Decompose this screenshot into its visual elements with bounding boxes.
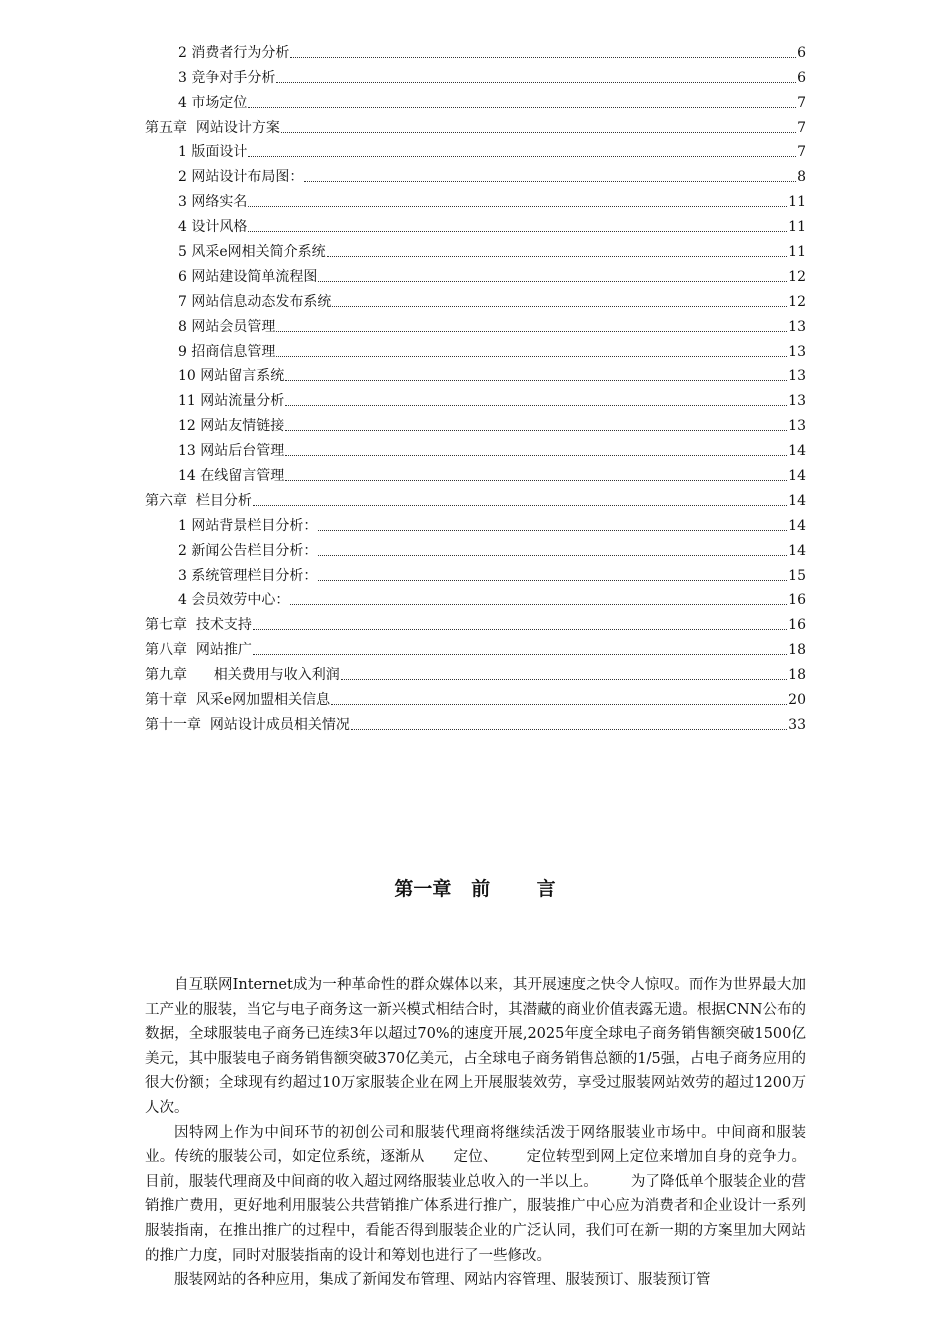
toc-entry-page: 11 bbox=[788, 244, 806, 261]
toc-dot-leader bbox=[318, 580, 787, 581]
toc-dot-leader bbox=[276, 331, 787, 332]
toc-entry-page: 18 bbox=[788, 667, 806, 684]
toc-entry-label: 11 网站流量分析 bbox=[178, 393, 285, 410]
toc-entry-label: 9 招商信息管理 bbox=[178, 343, 276, 360]
toc-entry[interactable] bbox=[145, 659, 806, 684]
toc-entry-page: 14 bbox=[788, 517, 806, 534]
toc-entry-label: 3 网络实名 bbox=[178, 194, 248, 211]
toc-dot-leader bbox=[285, 480, 787, 481]
toc-entry-label: 7 网站信息动态发布系统 bbox=[178, 293, 332, 310]
toc-entry[interactable] bbox=[145, 684, 806, 709]
toc-entry-label: 8 网站会员管理 bbox=[178, 318, 276, 335]
toc-entry-page: 13 bbox=[788, 418, 806, 435]
toc-entry[interactable] bbox=[145, 609, 806, 634]
toc-dot-leader bbox=[341, 679, 787, 680]
toc-entry[interactable] bbox=[145, 161, 806, 186]
toc-entry-label: 2 新闻公告栏目分析： bbox=[178, 542, 318, 559]
toc-dot-leader bbox=[248, 231, 787, 232]
toc-entry[interactable] bbox=[145, 634, 806, 659]
body-paragraph: 因特网上作为中间环节的初创公司和服装代理商将继续活泼于网络服装业市场中。中间商和服装业。传统的服装公司，如定位系统，逐渐从 定位、 定位转型到网上定位来增加自身的竞争力。目前，服装代理商及中间商的收入超过网络服装业总收入的一半以上。 为了降低单个服装企业的营销推广费用，更好地利用服装公共营销推广体系进行推广，服装推广中心应为消费者和企业设计一系列服装指南，在推出推广的过程中，看能否得到服装企业的广泛认同，我们可在新一期的方案里加大网站的推广力度，同时对服装指南的设计和筹划也进行了一些修改。 bbox=[145, 1124, 806, 1264]
toc-entry-label: 2 网站设计布局图： bbox=[178, 169, 304, 186]
toc-entry[interactable] bbox=[145, 460, 806, 485]
toc-entry[interactable] bbox=[145, 186, 806, 211]
toc-entry-page: 33 bbox=[788, 716, 806, 733]
toc-dot-leader bbox=[248, 206, 787, 207]
toc-dot-leader bbox=[285, 380, 787, 381]
toc-dot-leader bbox=[276, 356, 787, 357]
toc-entry[interactable] bbox=[145, 261, 806, 286]
toc-dot-leader bbox=[248, 107, 796, 108]
toc-entry-page: 13 bbox=[788, 368, 806, 385]
toc-dot-leader bbox=[281, 132, 796, 133]
toc-entry[interactable] bbox=[145, 286, 806, 311]
toc-entry-page: 13 bbox=[788, 393, 806, 410]
toc-dot-leader bbox=[304, 181, 796, 182]
toc-entry-label: 10 网站留言系统 bbox=[178, 368, 285, 385]
toc-entry[interactable] bbox=[145, 560, 806, 585]
toc-dot-leader bbox=[253, 654, 787, 655]
toc-entry[interactable] bbox=[145, 211, 806, 236]
chapter-title: 第一章 前 言 bbox=[394, 878, 556, 900]
toc-entry-label: 1 版面设计 bbox=[178, 144, 248, 161]
toc-entry-page: 14 bbox=[788, 468, 806, 485]
toc-entry[interactable] bbox=[145, 485, 806, 510]
toc-entry-label: 第十章 风采e网加盟相关信息 bbox=[145, 692, 331, 709]
toc-entry[interactable] bbox=[145, 62, 806, 87]
toc-entry-page: 16 bbox=[788, 592, 806, 609]
toc-entry-label: 13 网站后台管理 bbox=[178, 443, 285, 460]
body-text bbox=[145, 973, 806, 1293]
toc-entry-label: 1 网站背景栏目分析： bbox=[178, 517, 318, 534]
toc-entry-page: 13 bbox=[788, 318, 806, 335]
toc-entry-page: 20 bbox=[788, 692, 806, 709]
toc-entry-label: 3 系统管理栏目分析： bbox=[178, 567, 318, 584]
toc-dot-leader bbox=[285, 455, 787, 456]
toc-dot-leader bbox=[285, 430, 787, 431]
toc-dot-leader bbox=[318, 281, 787, 282]
table-of-contents bbox=[145, 37, 806, 734]
toc-dot-leader bbox=[285, 405, 787, 406]
toc-entry-page: 14 bbox=[788, 443, 806, 460]
toc-entry[interactable] bbox=[145, 311, 806, 336]
toc-entry[interactable] bbox=[145, 410, 806, 435]
toc-dot-leader bbox=[253, 629, 787, 630]
toc-entry-label: 2 消费者行为分析 bbox=[178, 44, 290, 61]
toc-entry-label: 第九章 相关费用与收入利润 bbox=[145, 667, 340, 684]
toc-entry-label: 4 市场定位 bbox=[178, 94, 248, 111]
toc-entry[interactable] bbox=[145, 361, 806, 386]
toc-entry-page: 11 bbox=[788, 219, 806, 236]
toc-entry-page: 11 bbox=[788, 194, 806, 211]
toc-entry[interactable] bbox=[145, 137, 806, 162]
toc-entry[interactable] bbox=[145, 87, 806, 112]
toc-entry[interactable] bbox=[145, 37, 806, 62]
toc-dot-leader bbox=[318, 530, 787, 531]
toc-entry-page: 12 bbox=[788, 293, 806, 310]
toc-entry[interactable] bbox=[145, 112, 806, 137]
toc-dot-leader bbox=[290, 57, 796, 58]
toc-entry-label: 4 设计风格 bbox=[178, 219, 248, 236]
toc-dot-leader bbox=[253, 505, 787, 506]
toc-dot-leader bbox=[332, 306, 787, 307]
toc-entry-label: 第十一章 网站设计成员相关情况 bbox=[145, 716, 350, 733]
toc-entry-label: 第八章 网站推广 bbox=[145, 642, 252, 659]
toc-dot-leader bbox=[248, 156, 796, 157]
toc-entry-page: 14 bbox=[788, 492, 806, 509]
toc-entry[interactable] bbox=[145, 510, 806, 535]
toc-entry[interactable] bbox=[145, 535, 806, 560]
toc-entry-label: 4 会员效劳中心： bbox=[178, 592, 290, 609]
toc-entry-page: 13 bbox=[788, 343, 806, 360]
body-paragraph: 自互联网Internet成为一种革命性的群众媒体以来，其开展速度之快令人惊叹。而作为世界最大加工产业的服装，当它与电子商务这一新兴模式相结合时，其潜藏的商业价值表露无遗。根据CNN公布的数据，全球服装电子商务已连续3年以超过70%的速度开展,2025年度全球电子商务销售额突破1500亿美元，其中服装电子商务销售额突破370亿美元，占全球电子商务销售总额的1/5强，占电子商务应用的很大份额；全球现有约超过10万家服装企业在网上开展服装效劳，享受过服装网站效劳的超过1200万人次。 bbox=[145, 977, 806, 1116]
toc-entry-label: 第五章 网站设计方案 bbox=[145, 119, 280, 136]
toc-entry-label: 3 竞争对手分析 bbox=[178, 69, 276, 86]
toc-entry-label: 12 网站友情链接 bbox=[178, 418, 285, 435]
toc-dot-leader bbox=[331, 704, 787, 705]
toc-entry-page: 7 bbox=[797, 144, 806, 161]
body-paragraph: 服装网站的各种应用，集成了新闻发布管理、网站内容管理、服装预订、服装预订管 bbox=[174, 1272, 711, 1289]
toc-entry-label: 第七章 技术支持 bbox=[145, 617, 252, 634]
toc-dot-leader bbox=[351, 729, 787, 730]
toc-entry-label: 第六章 栏目分析 bbox=[145, 492, 252, 509]
toc-entry[interactable] bbox=[145, 709, 806, 734]
toc-dot-leader bbox=[276, 82, 796, 83]
toc-entry[interactable] bbox=[145, 336, 806, 361]
toc-entry-page: 6 bbox=[797, 44, 806, 61]
toc-entry-page: 8 bbox=[797, 169, 806, 186]
toc-entry-page: 14 bbox=[788, 542, 806, 559]
toc-entry-label: 14 在线留言管理 bbox=[178, 468, 285, 485]
toc-entry-label: 6 网站建设简单流程图 bbox=[178, 268, 318, 285]
toc-dot-leader bbox=[327, 256, 788, 257]
toc-entry-page: 12 bbox=[788, 268, 806, 285]
toc-entry-page: 15 bbox=[788, 567, 806, 584]
toc-entry[interactable] bbox=[145, 585, 806, 610]
toc-entry-page: 7 bbox=[797, 94, 806, 111]
toc-dot-leader bbox=[290, 604, 787, 605]
toc-entry-page: 6 bbox=[797, 69, 806, 86]
toc-entry[interactable] bbox=[145, 236, 806, 261]
toc-entry-page: 16 bbox=[788, 617, 806, 634]
toc-entry-page: 18 bbox=[788, 642, 806, 659]
toc-entry-page: 7 bbox=[797, 119, 806, 136]
toc-dot-leader bbox=[318, 555, 787, 556]
toc-entry-label: 5 风采e网相关简介系统 bbox=[178, 244, 326, 261]
toc-entry[interactable] bbox=[145, 435, 806, 460]
toc-entry[interactable] bbox=[145, 385, 806, 410]
